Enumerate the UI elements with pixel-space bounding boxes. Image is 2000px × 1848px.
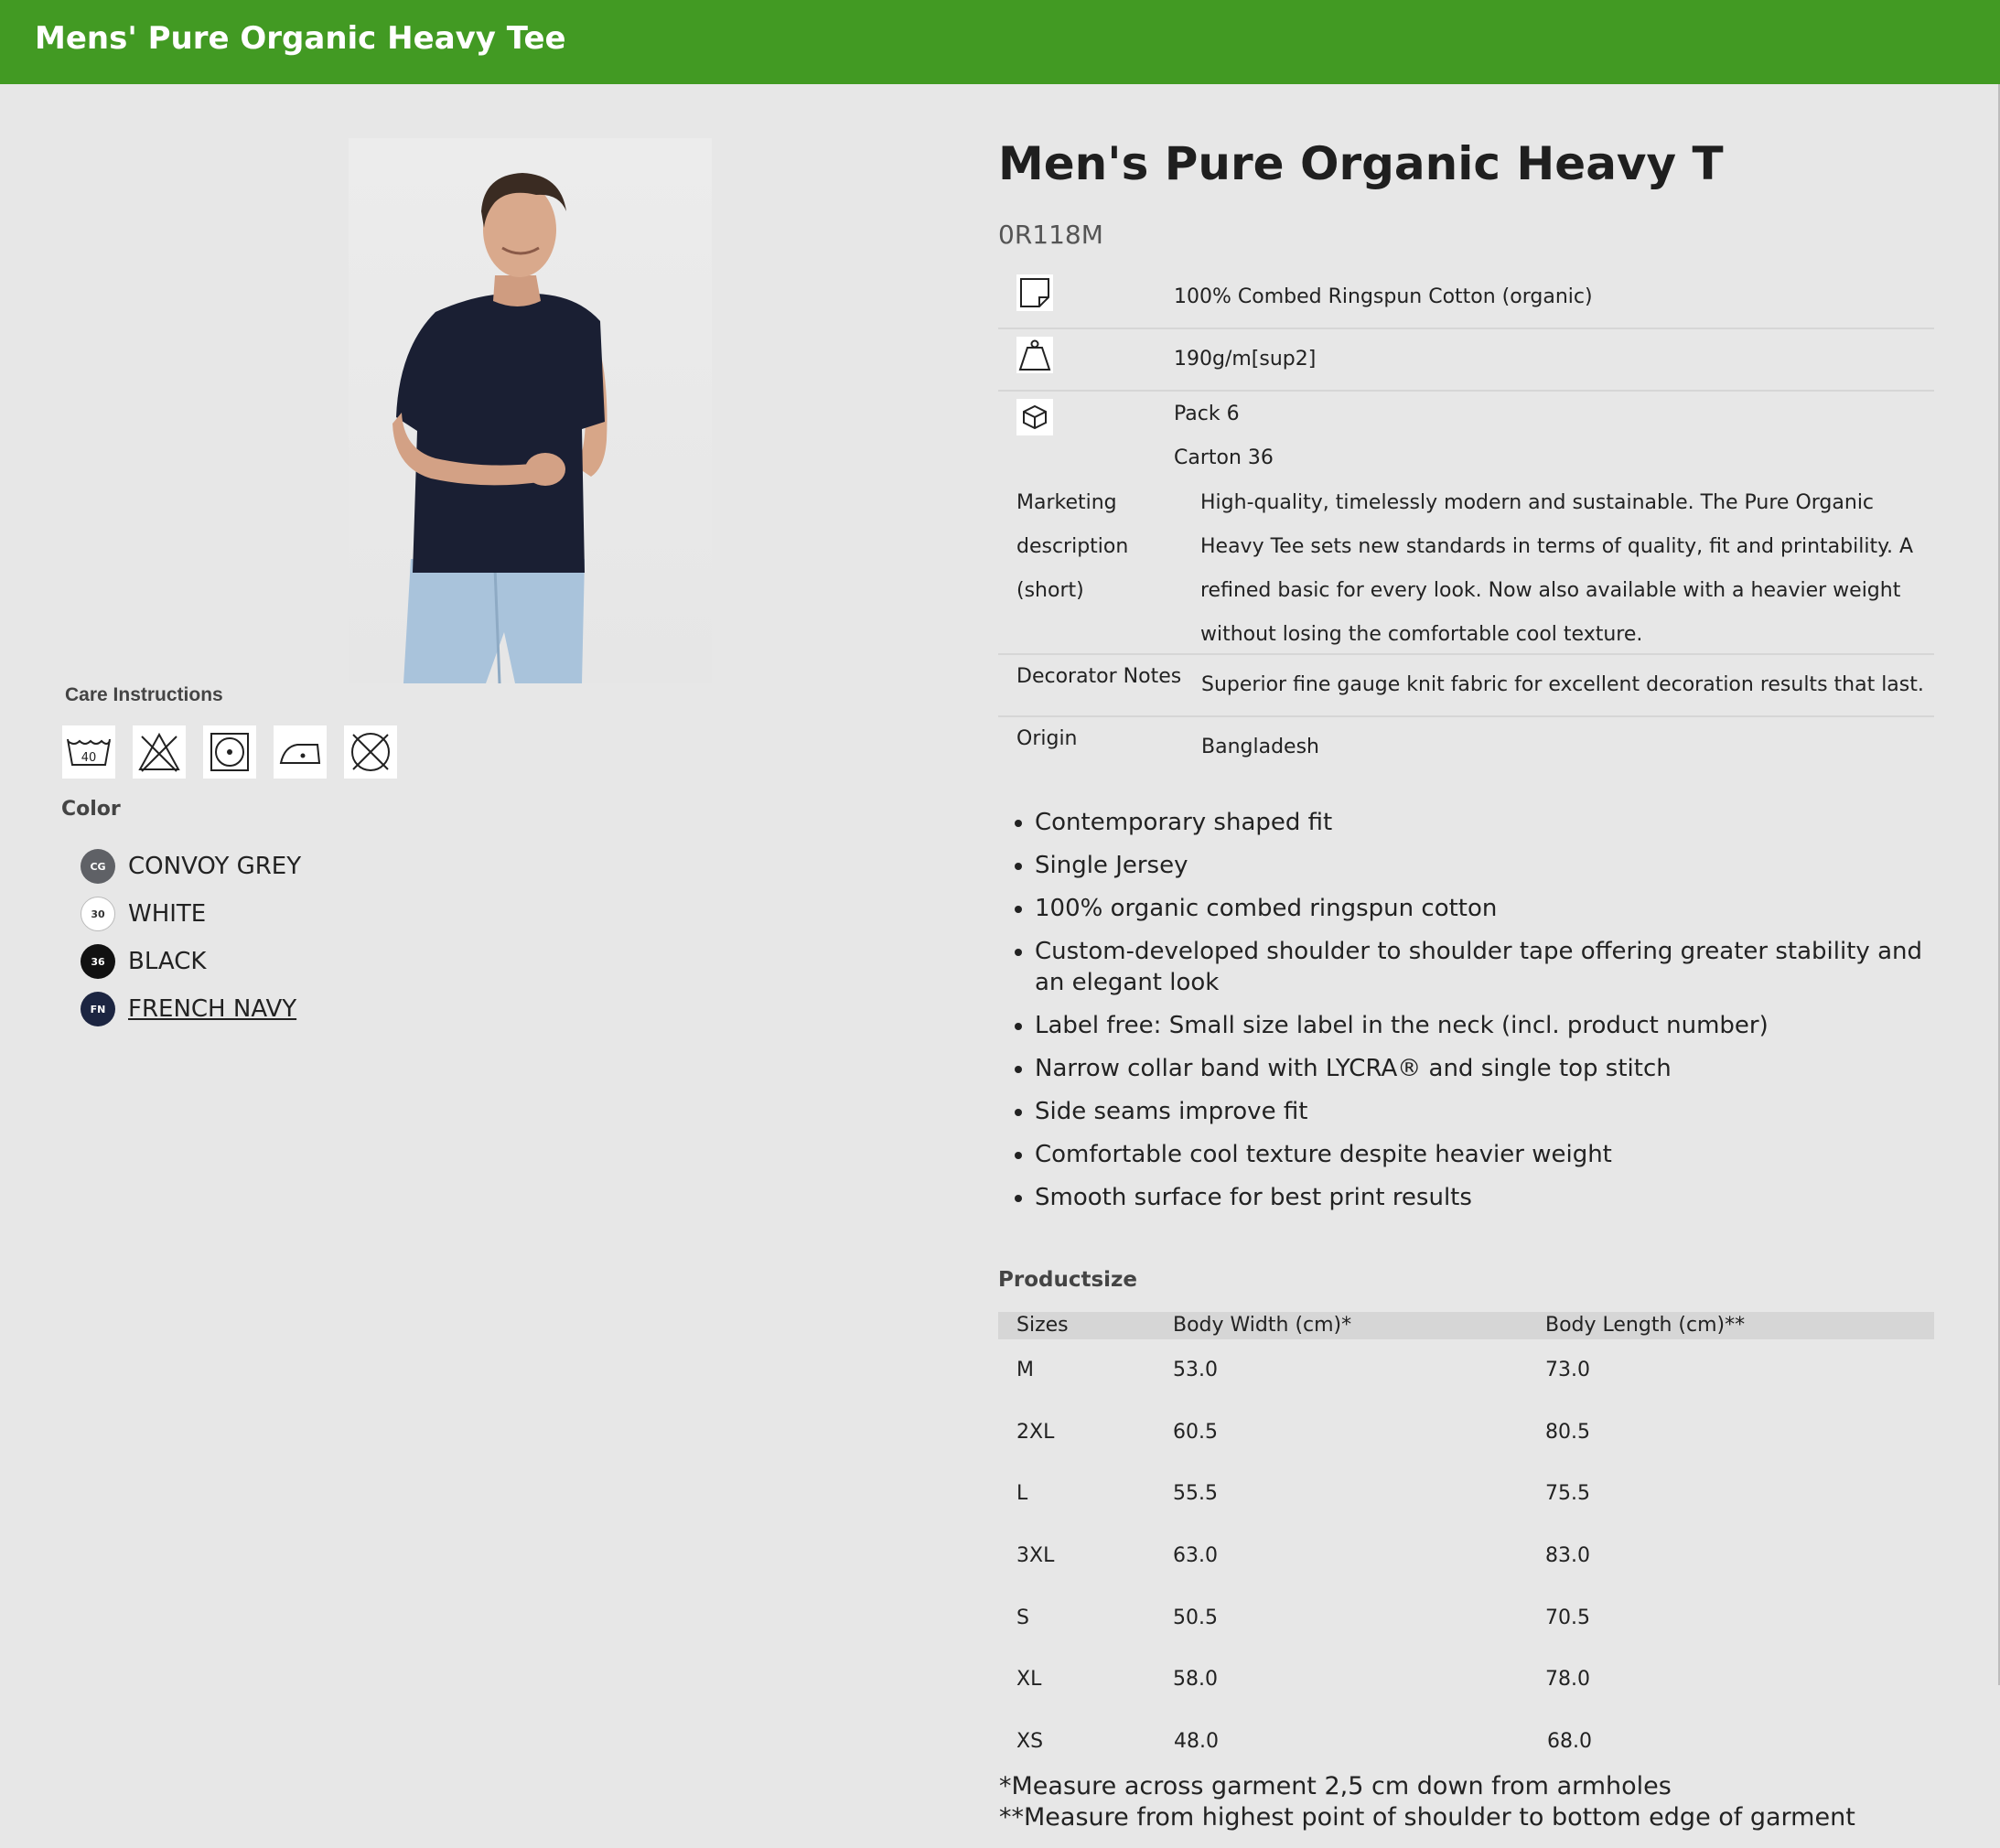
decorator-notes-label: Decorator Notes [1016,665,1182,688]
feature-item: • Narrow collar band with LYCRA® and single top stitch [1035,1053,1950,1084]
product-image [349,138,712,683]
no-bleach-icon [133,725,186,779]
divider [998,715,1934,717]
page-title: Mens' Pure Organic Heavy Tee [35,20,566,57]
color-name[interactable]: WHITE [128,900,207,928]
feature-item: • Comfortable cool texture despite heavier weight [1035,1139,1950,1170]
feature-item: • Smooth surface for best print results [1035,1182,1950,1213]
header-bar [0,0,2000,84]
color-name[interactable]: BLACK [128,948,207,975]
material-value: 100% Combed Ringspun Cotton (organic) [1174,285,1593,308]
divider [998,653,1934,655]
wash-40-icon [62,725,115,779]
feature-item: • Single Jersey [1035,850,1950,881]
product-code: 0R118M [998,220,1103,250]
color-title: Color [61,798,121,821]
size-header-body-length: Body Length (cm)** [1545,1314,1746,1337]
color-swatch[interactable]: 30 [81,897,115,931]
care-icons [62,725,397,779]
size-table-header [998,1312,1934,1339]
feature-item: • Side seams improve fit [1035,1096,1950,1127]
spec-row-weight [998,335,1934,390]
origin-label: Origin [1016,727,1078,750]
spec-row-packaging [998,397,1934,479]
measurement-note-width: *Measure across garment 2,5 cm down from armholes [999,1772,1672,1800]
fabric-icon [1016,274,1053,311]
weight-icon [1016,337,1053,373]
origin-value: Bangladesh [1201,736,1319,758]
tumble-dry-icon [203,725,256,779]
feature-item: • 100% organic combed ringspun cotton [1035,893,1950,924]
product-name: Men's Pure Organic Heavy T [998,137,1724,190]
color-list [81,843,301,1033]
divider [998,390,1934,392]
product-size-title: Productsize [998,1268,1138,1292]
color-name[interactable]: FRENCH NAVY [128,995,297,1023]
feature-list [998,807,1950,1225]
color-option-french-navy[interactable] [81,985,301,1033]
size-header-body-width: Body Width (cm)* [1173,1314,1352,1337]
carton-value: Carton 36 [1174,446,1274,469]
feature-item: • Label free: Small size label in the neck (incl. product number) [1035,1010,1950,1041]
color-swatch[interactable]: CG [81,849,115,884]
weight-value: 190g/m[sup2] [1174,348,1317,371]
feature-item: • Custom-developed shoulder to shoulder tape offering greater stability and an elegant look [1035,936,1950,998]
color-name[interactable]: CONVOY GREY [128,853,302,880]
spec-row-material [998,273,1934,328]
feature-item: • Contemporary shaped fit [1035,807,1950,838]
no-dry-clean-icon [344,725,397,779]
iron-low-icon [274,725,327,779]
wash-temp-label: 40 [81,751,97,765]
color-option-white[interactable] [81,890,301,938]
decorator-notes-text: Superior fine gauge knit fabric for excellent decoration results that last. [1201,673,1924,696]
marketing-description-text: High-quality, timelessly modern and sustainable. The Pure Organic Heavy Tee sets new standards in terms of quality, fit and printability. A refined basic for every look. Now also available with a heavier weight without losing the comfortable cool texture. [1200,491,1914,646]
box-icon [1016,399,1053,435]
color-swatch[interactable]: 36 [81,944,115,979]
color-option-black[interactable] [81,938,301,985]
divider [998,328,1934,329]
color-swatch[interactable]: FN [81,992,115,1026]
care-instructions-title: Care Instructions [65,684,223,705]
pack-value: Pack 6 [1174,403,1240,425]
measurement-note-length: **Measure from highest point of shoulder to bottom edge of garment [999,1803,1855,1832]
marketing-description-label: Marketing description (short) [1016,491,1129,602]
size-header-sizes: Sizes [1016,1314,1069,1337]
color-option-convoy-grey[interactable] [81,843,301,890]
